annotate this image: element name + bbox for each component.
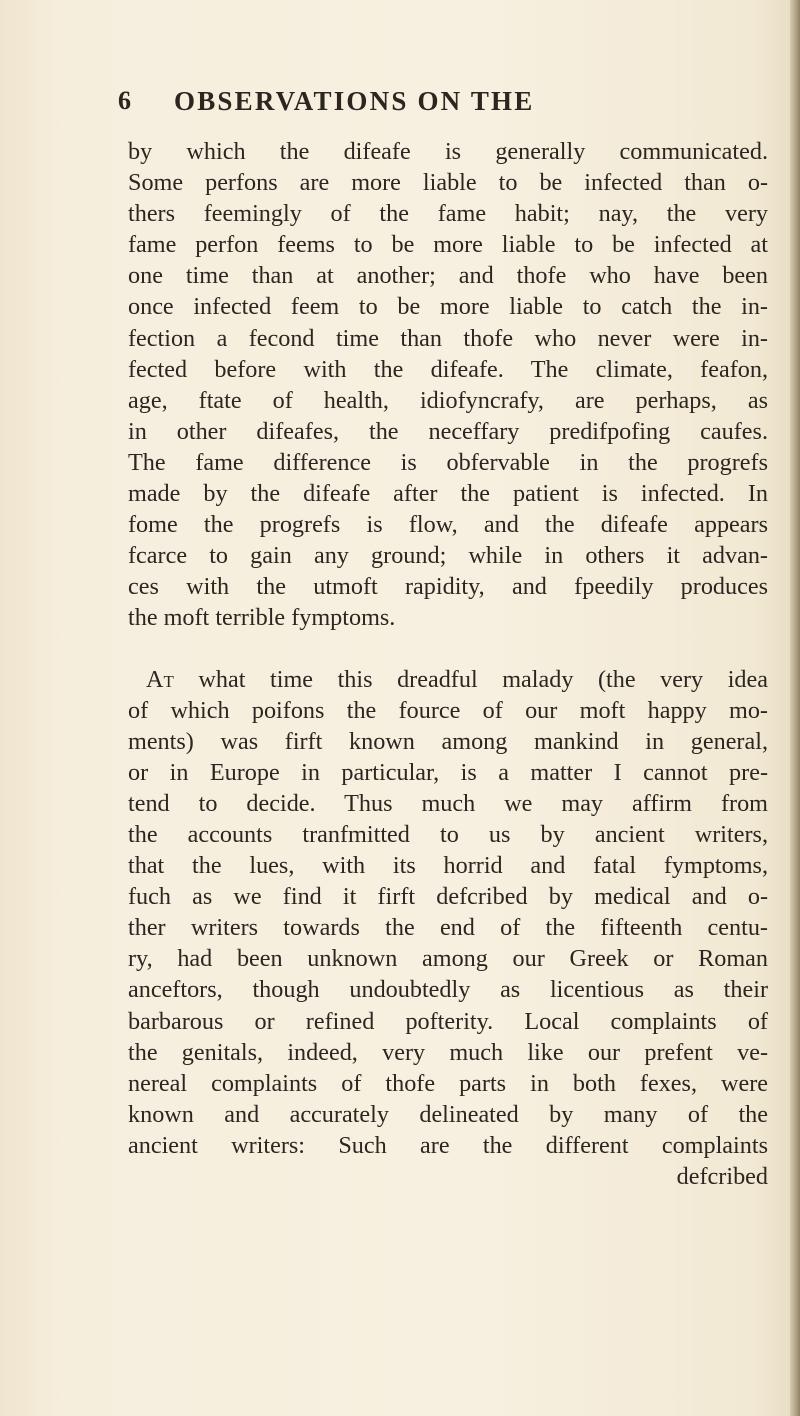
paragraph-line: the moft terrible fymptoms. [128, 604, 396, 632]
paragraph-line: tend to decide. Thus much we may affirm from [128, 789, 768, 817]
paragraph-line: fcarce to gain any ground; while in others it advan- [128, 542, 768, 570]
paragraph-line: known and accurately delineated by many of the [128, 1100, 768, 1128]
paragraph-line: ments) was firft known among mankind in general, [128, 727, 768, 755]
paragraph-line: The fame difference is obfervable in the progrefs [128, 448, 768, 476]
paragraph-line: Some perfons are more liable to be infected than o- [128, 169, 768, 197]
paragraph-line: fection a fecond time than thofe who never were in- [128, 324, 768, 352]
paragraph-line: the accounts tranfmitted to us by ancient writers, [128, 820, 768, 848]
paragraph-line: nereal complaints of thofe parts in both fexes, were [128, 1069, 768, 1097]
paragraph-line: the genitals, indeed, very much like our prefent ve- [128, 1038, 768, 1066]
paragraph-line: fome the progrefs is flow, and the difeafe appears [128, 511, 768, 539]
paragraph-line: fected before with the difeafe. The climate, feafon, [128, 355, 768, 383]
paragraph-line: in other difeafes, the neceffary predifpofing caufes. [128, 417, 768, 445]
paragraph-line: ther writers towards the end of the fifteenth centu- [128, 914, 768, 942]
catchword: defcribed [676, 1163, 768, 1190]
paragraph-line: made by the difeafe after the patient is infected. In [128, 480, 768, 508]
paragraph-line [128, 664, 768, 695]
paragraph-line: ancient writers: Such are the different complaints [128, 1131, 768, 1159]
paragraph-line: of which poifons the fource of our moft happy mo- [128, 696, 768, 724]
paragraph-line: ry, had been unknown among our Greek or Roman [128, 945, 768, 973]
paragraph-1 [128, 136, 768, 634]
paragraph-line: once infected feem to be more liable to catch the in- [128, 293, 768, 321]
page-header [118, 86, 678, 122]
paragraph-line: anceftors, though undoubtedly as licentious as their [128, 976, 768, 1004]
page-number: 6 [118, 86, 131, 115]
paragraph-line: age, ftate of health, idiofyncrafy, are perhaps, as [128, 386, 768, 414]
paragraph-line: ces with the utmoft rapidity, and fpeedily produces [128, 573, 768, 601]
paragraph-line: one time than at another; and thofe who have been [128, 262, 768, 290]
paragraph-line: fame perfon feems to be more liable to be infected at [128, 231, 768, 259]
paragraph-2 [128, 664, 768, 1162]
paragraph-line: barbarous or refined pofterity. Local complaints of [128, 1007, 768, 1035]
first-line-text: what time this dreadful malady (the very idea [173, 665, 768, 693]
drop-word: At [146, 665, 174, 693]
paragraph-line: or in Europe in particular, is a matter I cannot pre- [128, 758, 768, 786]
running-head: OBSERVATIONS ON THE [174, 86, 535, 116]
page-edge-shadow [790, 0, 800, 1416]
body-text [128, 136, 768, 1192]
paragraph-line: fuch as we find it firft defcribed by medical and o- [128, 883, 768, 911]
paragraph-line: that the lues, with its horrid and fatal fymptoms, [128, 852, 768, 880]
paragraph-line: thers feemingly of the fame habit; nay, the very [128, 200, 768, 228]
paragraph-line: by which the difeafe is generally communicated. [128, 138, 768, 165]
paragraph-gap [128, 634, 768, 664]
